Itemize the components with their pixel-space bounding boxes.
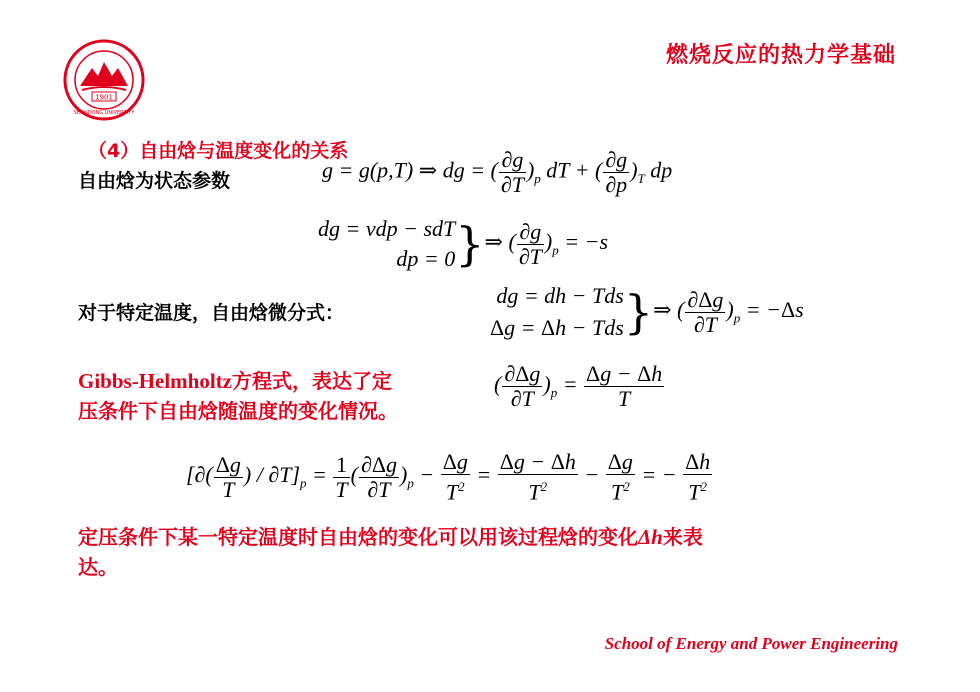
svg-text:1901: 1901 xyxy=(95,93,113,102)
gibbs-helmholtz-description: Gibbs-Helmholtz方程式，表达了定 压条件下自由焓随温度的变化情况。 xyxy=(78,369,398,423)
delta-h-symbol: Δh xyxy=(638,525,663,549)
state-parameter-label: 自由焓为状态参数 xyxy=(78,170,231,192)
total-differential-equation: g = g(p,T) ⇒ dg = ( $\frac{\partial g}{\partial T}$ )$_p$ dT + ( $\frac{\partial g}{\partial p}$ )$_T$ dp xyxy=(322,147,673,197)
svg-text:SHANDONG UNIVERSITY: SHANDONG UNIVERSITY xyxy=(73,110,135,116)
shandong-university-logo xyxy=(62,38,146,122)
footer-school-name: School of Energy and Power Engineering xyxy=(604,634,898,653)
conclusion-text: 定压条件下某一特定温度时自由焓的变化可以用该过程焓的变化Δh来表 达。 xyxy=(78,525,703,579)
temperature-derivative-derivation: [∂( $\frac{\Delta g}{T}$ ) / $\partial T]_p$ = $\frac{1}{T}$ ( $\frac{\partial\Delta g}{\partial T}$ )$_p$ − $\frac{\Delta g}{T^2}$ = $\frac{\Delta g - \Delta h}{T^2}$ − $\frac{\Delta g}{T^2}$ = − $\frac{\Delta h}{T^2}$ xyxy=(186,449,711,505)
specific-temperature-label: 对于特定温度，自由焓微分式： xyxy=(78,302,345,324)
gibbs-helmholtz-equation: ( $\frac{\partial\Delta g}{\partial T}$ )$_p$ = $\frac{\Delta g - \Delta h}{T}$ xyxy=(494,361,663,411)
slide-header-title: 燃烧反应的热力学基础 xyxy=(665,43,896,68)
equation-system-differential: dg = dh − Tds Δg = Δh − Tds }⇒ ( $\frac{\partial\Delta g}{\partial T}$ )$_p = -\Delta s$ xyxy=(490,283,804,340)
section-heading: （4）自由焓与温度变化的关系 xyxy=(88,140,349,162)
equation-system-isobaric: dg = vdp − sdT dp = 0 }⇒ ( $\frac{\partial g}{\partial T}$ )$_p = -s$ xyxy=(318,216,609,271)
gibbs-helmholtz-name: Gibbs-Helmholtz xyxy=(78,369,233,393)
